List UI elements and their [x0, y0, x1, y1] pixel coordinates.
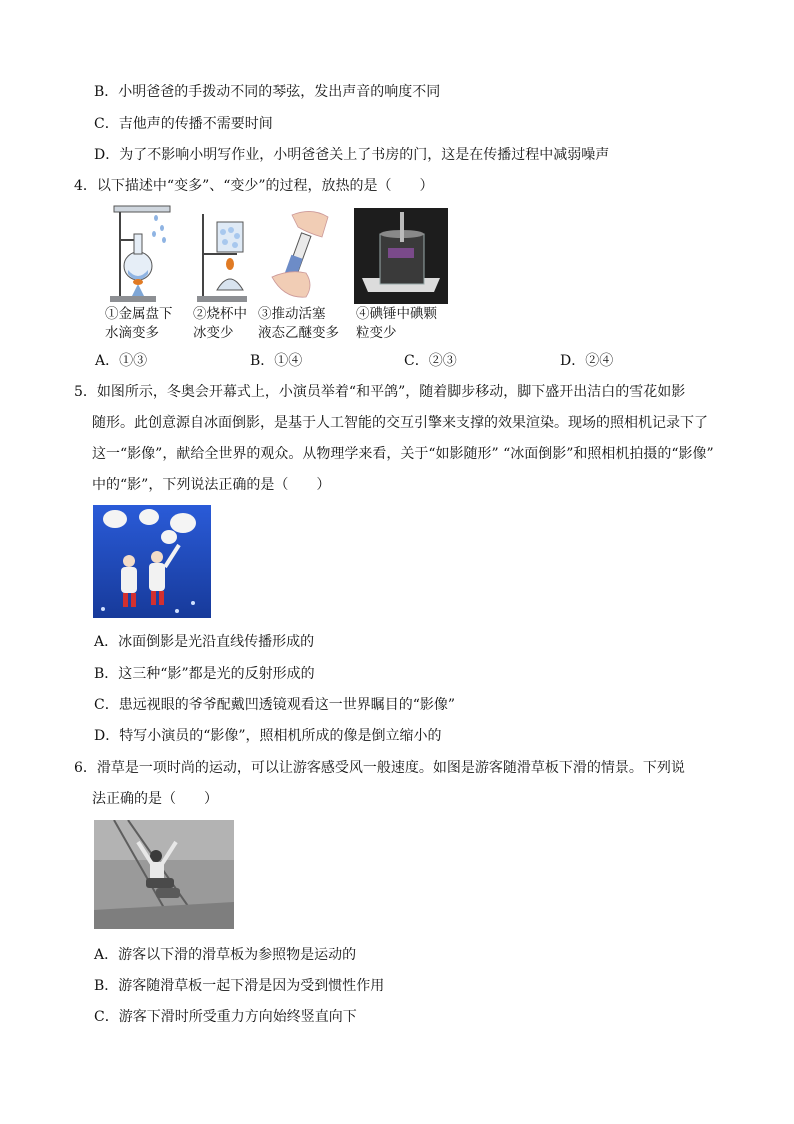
q5-olympics-photo: [93, 505, 211, 618]
q4-caption-3-line1: ③推动活塞: [258, 306, 326, 322]
q4-caption-4-line2: 粒变少: [356, 325, 397, 341]
q6-option-a: A．游客以下滑的滑草板为参照物是运动的: [94, 947, 357, 963]
q6-stem-line2: 法正确的是（ ）: [92, 791, 218, 807]
q6-stem-line1: 6．滑草是一项时尚的运动，可以让游客感受风一般速度。如图是游客随滑草板下滑的情景。下列说: [74, 760, 685, 776]
q5-stem-line2: 随形。此创意源自冰面倒影，是基于人工智能的交互引擎来支撑的效果渲染。现场的照相机记录下了: [92, 415, 708, 431]
q5-stem-line3: 这一“影像”，献给全世界的观众。从物理学来看，关于“如影随形” “冰面倒影”和照相机拍摄的“影像”: [92, 446, 714, 462]
q6-option-b: B．游客随滑草板一起下滑是因为受到惯性作用: [94, 978, 385, 994]
q6-option-c: C．游客下滑时所受重力方向始终竖直向下: [94, 1009, 357, 1025]
q4-option-a: A．①③: [95, 353, 148, 369]
q5-option-b: B．这三种“影”都是光的反射形成的: [94, 666, 315, 682]
q5-stem-line4: 中的“影”，下列说法正确的是（ ）: [92, 477, 331, 493]
q4-caption-1-line2: 水滴变多: [105, 325, 159, 341]
q4-caption-2-line2: 冰变少: [193, 325, 234, 341]
q4-option-b: B．①④: [250, 353, 303, 369]
q3-option-c: C．吉他声的传播不需要时间: [94, 116, 273, 132]
q5-option-c: C．患远视眼的爷爷配戴凹透镜观看这一世界瞩目的“影像”: [94, 697, 456, 713]
q3-option-d: D．为了不影响小明写作业，小明爸爸关上了书房的门，这是在传播过程中减弱噪声: [94, 147, 610, 163]
q4-figure-1: [104, 204, 174, 304]
q4-stem: 4．以下描述中“变多”、“变少”的过程，放热的是（ ）: [74, 178, 434, 194]
q3-option-b: B．小明爸爸的手拨动不同的琴弦，发出声音的响度不同: [94, 84, 441, 100]
q5-stem-line1: 5．如图所示，冬奥会开幕式上，小演员举着“和平鸽”，随着脚步移动，脚下盛开出洁白的雪花如影: [74, 384, 686, 400]
q4-figure-2: [193, 212, 253, 304]
q4-caption-3-line2: 液态乙醚变多: [258, 325, 339, 341]
q4-figure-3: [262, 207, 338, 305]
q4-caption-2-line1: ②烧杯中: [193, 306, 247, 322]
q4-option-d: D．②④: [560, 353, 614, 369]
q5-option-d: D．特写小演员的“影像”，照相机所成的像是倒立缩小的: [94, 728, 442, 744]
q4-caption-1-line1: ①金属盘下: [105, 306, 173, 322]
q4-figure-4: [354, 208, 448, 304]
q6-grass-sledding-photo: [94, 820, 234, 929]
q4-option-c: C．②③: [404, 353, 457, 369]
q5-option-a: A．冰面倒影是光沿直线传播形成的: [94, 634, 315, 650]
q4-caption-4-line1: ④碘锤中碘颗: [356, 306, 437, 322]
